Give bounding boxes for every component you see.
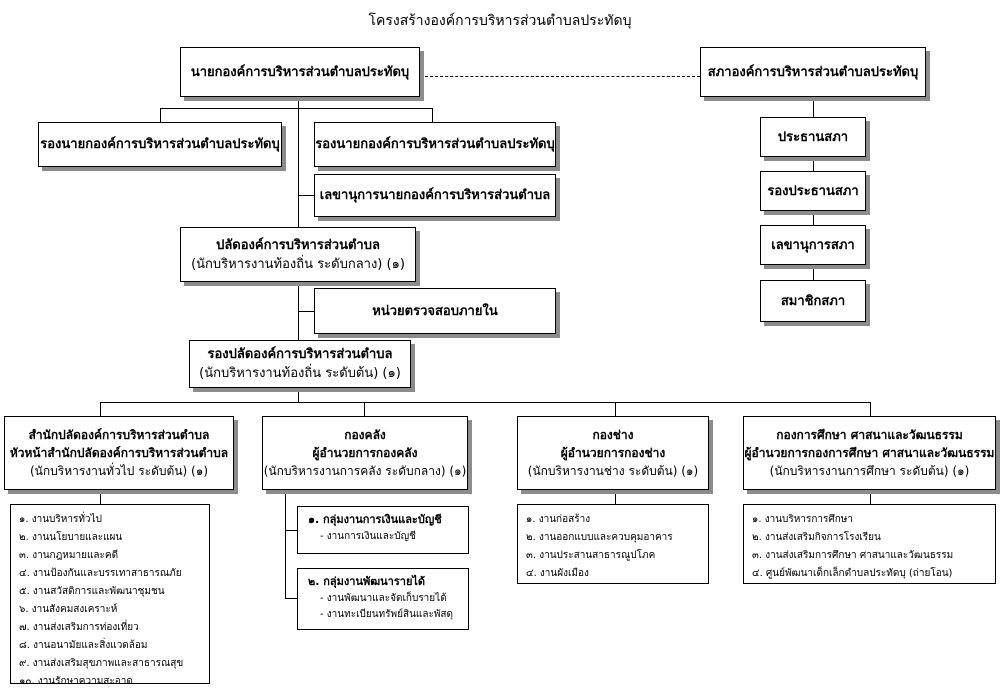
deputy-mayor-right-box — [314, 122, 556, 167]
connector-line — [285, 490, 286, 599]
connector-line — [298, 195, 314, 196]
council-president-label: ประธานสภา — [777, 129, 849, 145]
internal-audit-label: หน่วยตรวจสอบภายใน — [372, 303, 498, 319]
office-division-rank: (นักบริหารงานทั่วไป ระดับต้น) (๑) — [30, 464, 208, 478]
office-division-head: หัวหน้าสำนักปลัดองค์การบริหารส่วนตำบล — [9, 446, 229, 460]
mayor-secretary-box — [314, 174, 556, 217]
deputy-chief-title: รองปลัดองค์การบริหารส่วนตำบล — [207, 347, 393, 362]
council-member-label: สมาชิกสภา — [780, 293, 846, 309]
engineering-division-name: กองช่าง — [592, 428, 634, 442]
list-item: ๘. งานอนามัยและสิ่งแวดล้อม — [19, 640, 148, 651]
finance-group-1-title: ๑. กลุ่มงานการเงินและบัญชี — [308, 513, 442, 526]
chief-admin-subtitle: (นักบริหารงานท้องถิ่น ระดับกลาง) (๑) — [191, 256, 405, 272]
finance-division-rank: (นักบริหารงานการคลัง ระดับกลาง) (๑) — [263, 464, 467, 478]
deputy-mayor-right-label: รองนายกองค์การบริหารส่วนตำบลประทัดบุ — [315, 137, 555, 152]
engineering-division-rank: (นักบริหารงานช่าง ระดับต้น) (๑) — [527, 464, 699, 478]
council-box — [700, 47, 926, 97]
finance-division-name: กองคลัง — [344, 428, 386, 442]
finance-group-2 — [297, 568, 469, 630]
chief-admin-title: ปลัดองค์การบริหารส่วนตำบล — [216, 237, 380, 253]
engineering-division-box — [517, 416, 709, 490]
connector-line — [100, 402, 101, 416]
connector-line — [285, 598, 297, 599]
chief-admin-box — [180, 227, 416, 282]
finance-division-head: ผู้อำนวยการกองคลัง — [312, 446, 418, 460]
council-label: สภาองค์การบริหารส่วนตำบลประทัดบุ — [707, 64, 919, 80]
list-item: ๖. งานสังคมสงเคราะห์ — [19, 604, 118, 615]
list-item: ๓. งานประสานสาธารณูปโภค — [526, 550, 656, 561]
council-vice-president-box — [760, 171, 866, 211]
list-item: - งานพัฒนาและจัดเก็บรายได้ — [320, 593, 447, 604]
office-division-box — [4, 416, 234, 490]
list-item: ๗. งานส่งเสริมการท่องเที่ยว — [19, 622, 139, 633]
connector-line — [100, 402, 870, 403]
engineering-task-list — [517, 504, 709, 584]
council-president-box — [760, 117, 866, 157]
list-item: ๙. งานส่งเสริมสุขภาพและสาธารณสุข — [19, 658, 184, 669]
connector-line — [615, 402, 616, 416]
connector-line — [364, 402, 365, 416]
list-item: - งานการเงินและบัญชี — [320, 531, 416, 542]
deputy-chief-box — [189, 340, 411, 388]
deputy-mayor-left-label: รองนายกองค์การบริหารส่วนตำบลประทัดบุ — [40, 137, 280, 152]
list-item: ๑๐. งานรักษาความสะอาด — [19, 676, 133, 687]
education-division-rank: (นักบริหารงานการศึกษา ระดับต้น) (๑) — [769, 464, 970, 478]
list-item: ๔. ศูนย์พัฒนาเด็กเล็กตำบลประทัดบุ (ถ่ายโอน) — [752, 568, 953, 579]
list-item: ๑. งานบริหารการศึกษา — [752, 514, 853, 525]
education-division-head: ผู้อำนวยการกองการศึกษา ศาสนาและวัฒนธรรม — [744, 446, 995, 460]
education-task-list — [743, 504, 996, 584]
page-title: โครงสร้างองค์การบริหารส่วนตำบลประทัดบุ — [368, 13, 632, 29]
engineering-division-head: ผู้อำนวยการกองช่าง — [560, 446, 666, 460]
connector-line — [160, 108, 432, 109]
finance-group-1 — [297, 506, 469, 554]
list-item: ๓. งานส่งเสริมการศึกษา ศาสนาและวัฒนธรรม — [752, 550, 954, 561]
list-item: ๒. งานส่งเสริมกิจการโรงเรียน — [752, 532, 881, 543]
connector-line — [615, 490, 616, 504]
connector-line — [870, 402, 871, 416]
office-division-name: สำนักปลัดองค์การบริหารส่วนตำบล — [28, 428, 210, 442]
connector-line — [298, 311, 314, 312]
finance-group-2-title: ๒. กลุ่มงานพัฒนารายได้ — [308, 575, 426, 588]
finance-division-box — [262, 416, 468, 490]
list-item: ๔. งานผังเมือง — [526, 568, 589, 579]
connector-line — [160, 108, 161, 122]
connector-line — [870, 490, 871, 504]
mayor-label: นายกองค์การบริหารส่วนตำบลประทัดบุ — [190, 64, 410, 80]
connector-line — [298, 97, 299, 340]
council-vice-president-label: รองประธานสภา — [767, 183, 859, 199]
deputy-chief-subtitle: (นักบริหารงานท้องถิ่น ระดับต้น) (๑) — [199, 366, 401, 381]
list-item: ๕. งานสวัสดิการและพัฒนาชุมชน — [19, 586, 165, 597]
list-item: ๔. งานป้องกันและบรรเทาสาธารณภัย — [19, 568, 182, 579]
education-division-box — [743, 416, 996, 490]
list-item: ๑. งานก่อสร้าง — [526, 514, 591, 525]
council-secretary-label: เลขานุการสภา — [771, 237, 855, 253]
office-task-list — [10, 504, 210, 687]
mayor-secretary-label: เลขานุการนายกองค์การบริหารส่วนตำบล — [319, 188, 551, 203]
connector-line — [298, 388, 299, 402]
list-item: ๒. งานนโยบายและแผน — [19, 532, 123, 543]
mayor-box — [180, 47, 420, 97]
list-item: ๓. งานกฎหมายและคดี — [19, 550, 119, 561]
council-secretary-box — [760, 225, 866, 265]
council-member-box — [760, 280, 866, 322]
deputy-mayor-left-box — [38, 122, 282, 167]
connector-line — [285, 530, 297, 531]
internal-audit-box — [314, 288, 556, 334]
list-item: - งานทะเบียนทรัพย์สินและพัสดุ — [320, 609, 454, 620]
education-division-name: กองการศึกษา ศาสนาและวัฒนธรรม — [776, 428, 963, 442]
connector-line — [100, 490, 101, 504]
list-item: ๒. งานออกแบบและควบคุมอาคาร — [526, 532, 673, 543]
connector-line — [432, 108, 433, 122]
list-item: ๑. งานบริหารทั่วไป — [19, 514, 102, 525]
mayor-council-dashed-line — [420, 76, 700, 77]
